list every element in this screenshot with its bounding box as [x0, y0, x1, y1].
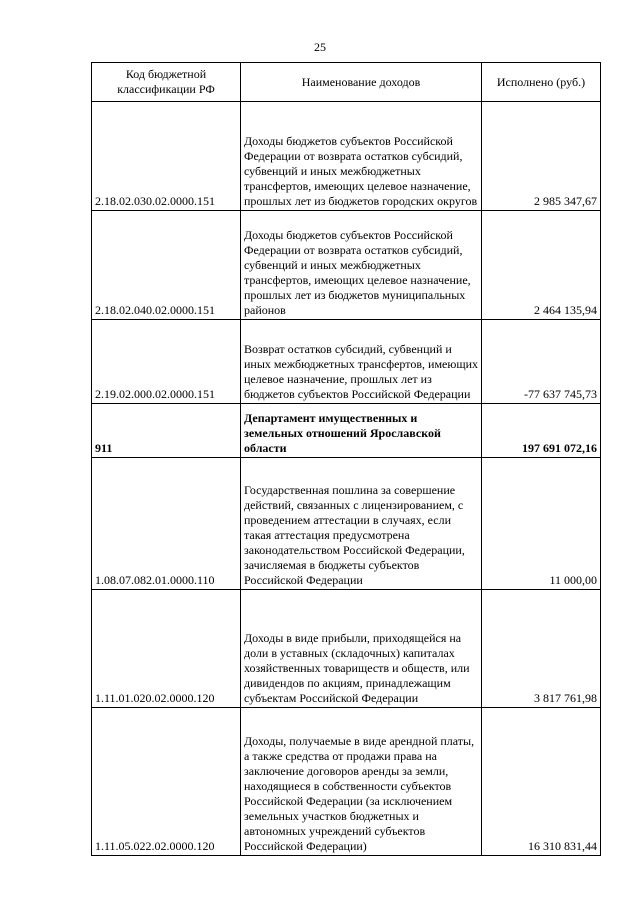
table-row: [92, 211, 601, 320]
row-name: Доходы в виде прибыли, приходящейся на доли в уставных (складочных) капиталах хозяйственных товариществ и обществ, или дивидендов по акциям, принадлежащим субъектам Российской Федерации: [241, 590, 482, 708]
page-number: 25: [314, 40, 326, 54]
row-amount: -77 637 745,73: [482, 320, 601, 404]
revenue-table: [91, 62, 601, 856]
table-row: [92, 708, 601, 856]
table-header-row: [92, 63, 601, 102]
row-amount: 2 985 347,67: [482, 102, 601, 211]
header-name: Наименование доходов: [241, 63, 482, 102]
row-name: Доходы, получаемые в виде арендной платы, а также средства от продажи права на заключение договоров аренды за земли, находящиеся в собственности субъектов Российской Федерации (за исключением земельных участков бюджетных и автономных учреждений субъектов Российской Федерации): [241, 708, 482, 856]
row-name: Государственная пошлина за совершение действий, связанных с лицензированием, с проведением аттестации в случаях, если такая аттестация предусмотрена законодательством Российской Федерации, зачисляемая в бюджеты субъектов Российской Федерации: [241, 458, 482, 590]
row-code: 2.19.02.000.02.0000.151: [92, 320, 241, 404]
row-code: 2.18.02.040.02.0000.151: [92, 211, 241, 320]
row-name: Доходы бюджетов субъектов Российской Федерации от возврата остатков субсидий, субвенций и иных межбюджетных трансфертов, имеющих целевое назначение, прошлых лет из бюджетов городских округов: [241, 102, 482, 211]
header-amount: Исполнено (руб.): [482, 63, 601, 102]
table-row-department: [92, 404, 601, 458]
row-code: 1.11.05.022.02.0000.120: [92, 708, 241, 856]
table-row: [92, 590, 601, 708]
row-code: 1.08.07.082.01.0000.110: [92, 458, 241, 590]
table-row: [92, 458, 601, 590]
table-row: [92, 320, 601, 404]
row-code: 1.11.01.020.02.0000.120: [92, 590, 241, 708]
row-name: Доходы бюджетов субъектов Российской Федерации от возврата остатков субсидий, субвенций и иных межбюджетных трансфертов, имеющих целевое назначение, прошлых лет из бюджетов муниципальных районов: [241, 211, 482, 320]
row-code: 911: [92, 404, 241, 458]
row-amount: 11 000,00: [482, 458, 601, 590]
header-code: Код бюджетной классификации РФ: [92, 63, 241, 102]
row-amount: 2 464 135,94: [482, 211, 601, 320]
row-amount: 16 310 831,44: [482, 708, 601, 856]
row-name: Департамент имущественных и земельных отношений Ярославской области: [241, 404, 482, 458]
row-name: Возврат остатков субсидий, субвенций и иных межбюджетных трансфертов, имеющих целевое назначение, прошлых лет из бюджетов субъектов Российской Федерации: [241, 320, 482, 404]
row-amount: 197 691 072,16: [482, 404, 601, 458]
row-code: 2.18.02.030.02.0000.151: [92, 102, 241, 211]
table-row: [92, 102, 601, 211]
row-amount: 3 817 761,98: [482, 590, 601, 708]
